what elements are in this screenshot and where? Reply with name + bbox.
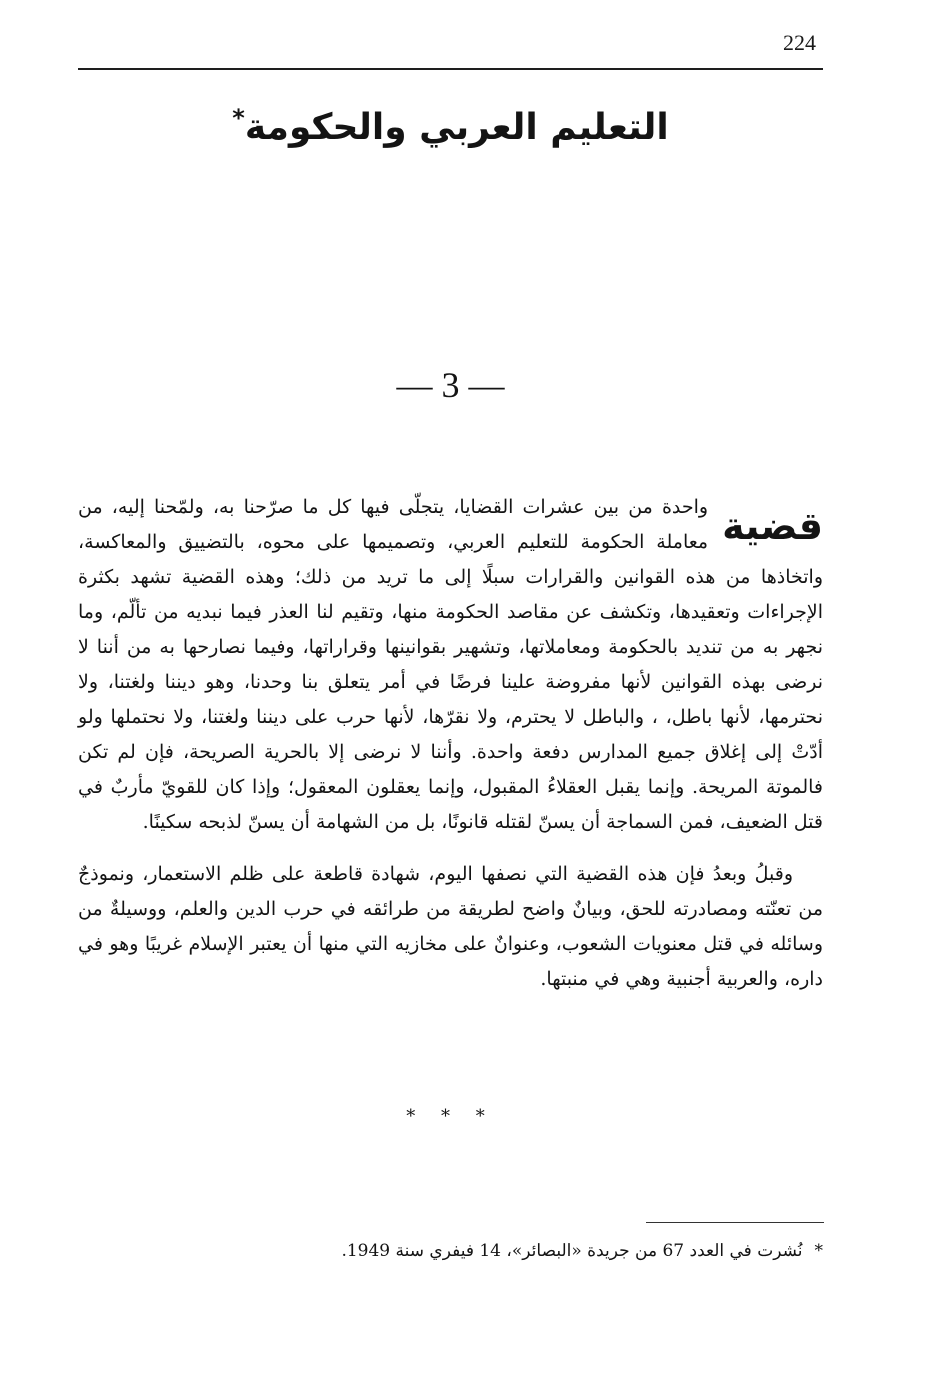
footnote-mark: * xyxy=(814,1241,823,1261)
paragraph-2: وقبلُ وبعدُ فإن هذه القضية التي نصفها اليوم، شهادة قاطعة على ظلم الاستعمار، ونموذجٌ من تعنّته ومصادرته للحق، وبيانٌ واضح لطريقة من طرائقه في حرب الدين والعلم، ووسيلةٌ من وسائله في قتل معنويات الشعوب، وعنوانٌ على مخازيه التي منها أن يعتبر الإسلام غريبًا وهو في داره، والعربية أجنبية وهي في منبتها. xyxy=(78,863,823,990)
paragraph-1-text: واحدة من بين عشرات القضايا، يتجلّى فيها كل ما صرّحنا به، ولمّحنا إليه، من معاملة الحكومة للتعليم العربي، وتصميمها على محوه، بالتضييق والمعاكسة، واتخاذها من هذه القوانين والقرارات سبلًا إلى ما تريد من ذلك؛ وهذه القضية تشهد بكثرة الإجراءات وتعقيدها، وتكشف عن مقاصد الحكومة منها، وتقيم لنا العذر فيما نبديه من تألّم، وما نجهر به من تنديد بالحكومة ومعاملاتها، وتشهير بقوانينها وقراراتها، وفيما نصارحها به من أننا لا نرضى بهذه القوانين لأنها مفروضة علينا فرضًا في أمر يتعلق بنا وحدنا، وهو ديننا ولغتنا، ولا نحترمها، لأنها باطل، ، والباطل لا يحترم، ولا نقرّها، لأنها حرب على ديننا ولغتنا، ولا نحتملها ولو أدّتْ إلى إغلاق جميع المدارس دفعة واحدة. وأننا لا نرضى إلا بالحرية الصريحة، فإن لم تكن فالموتة المريحة. وإنما يقبل العقلاءُ المقبول، وإنما يعقلون المعقول؛ وإذا كان للقويّ مأربٌ في قتل الضعيف، فمن السماجة أن يسنّ لقتله قانونًا، بل من الشهامة أن يسنّ لذبحه سكينًا. xyxy=(78,496,823,833)
article-body xyxy=(78,490,823,997)
paragraph-1 xyxy=(78,490,823,840)
lead-word: قضية xyxy=(722,504,823,548)
part-number: — 3 — xyxy=(396,365,505,405)
footnote-rule xyxy=(646,1222,824,1223)
footnote xyxy=(78,1236,823,1266)
chapter-title-text: التعليم العربي والحكومة xyxy=(244,107,669,148)
page-number: 224 xyxy=(783,30,816,55)
chapter-title xyxy=(78,102,823,154)
header-rule xyxy=(78,68,823,70)
section-separator: * * * xyxy=(406,1106,495,1127)
title-footnote-mark: * xyxy=(232,104,245,132)
footnote-text: نُشرت في العدد 67 من جريدة «البصائر»، 14 فيفري سنة 1949. xyxy=(341,1241,803,1261)
